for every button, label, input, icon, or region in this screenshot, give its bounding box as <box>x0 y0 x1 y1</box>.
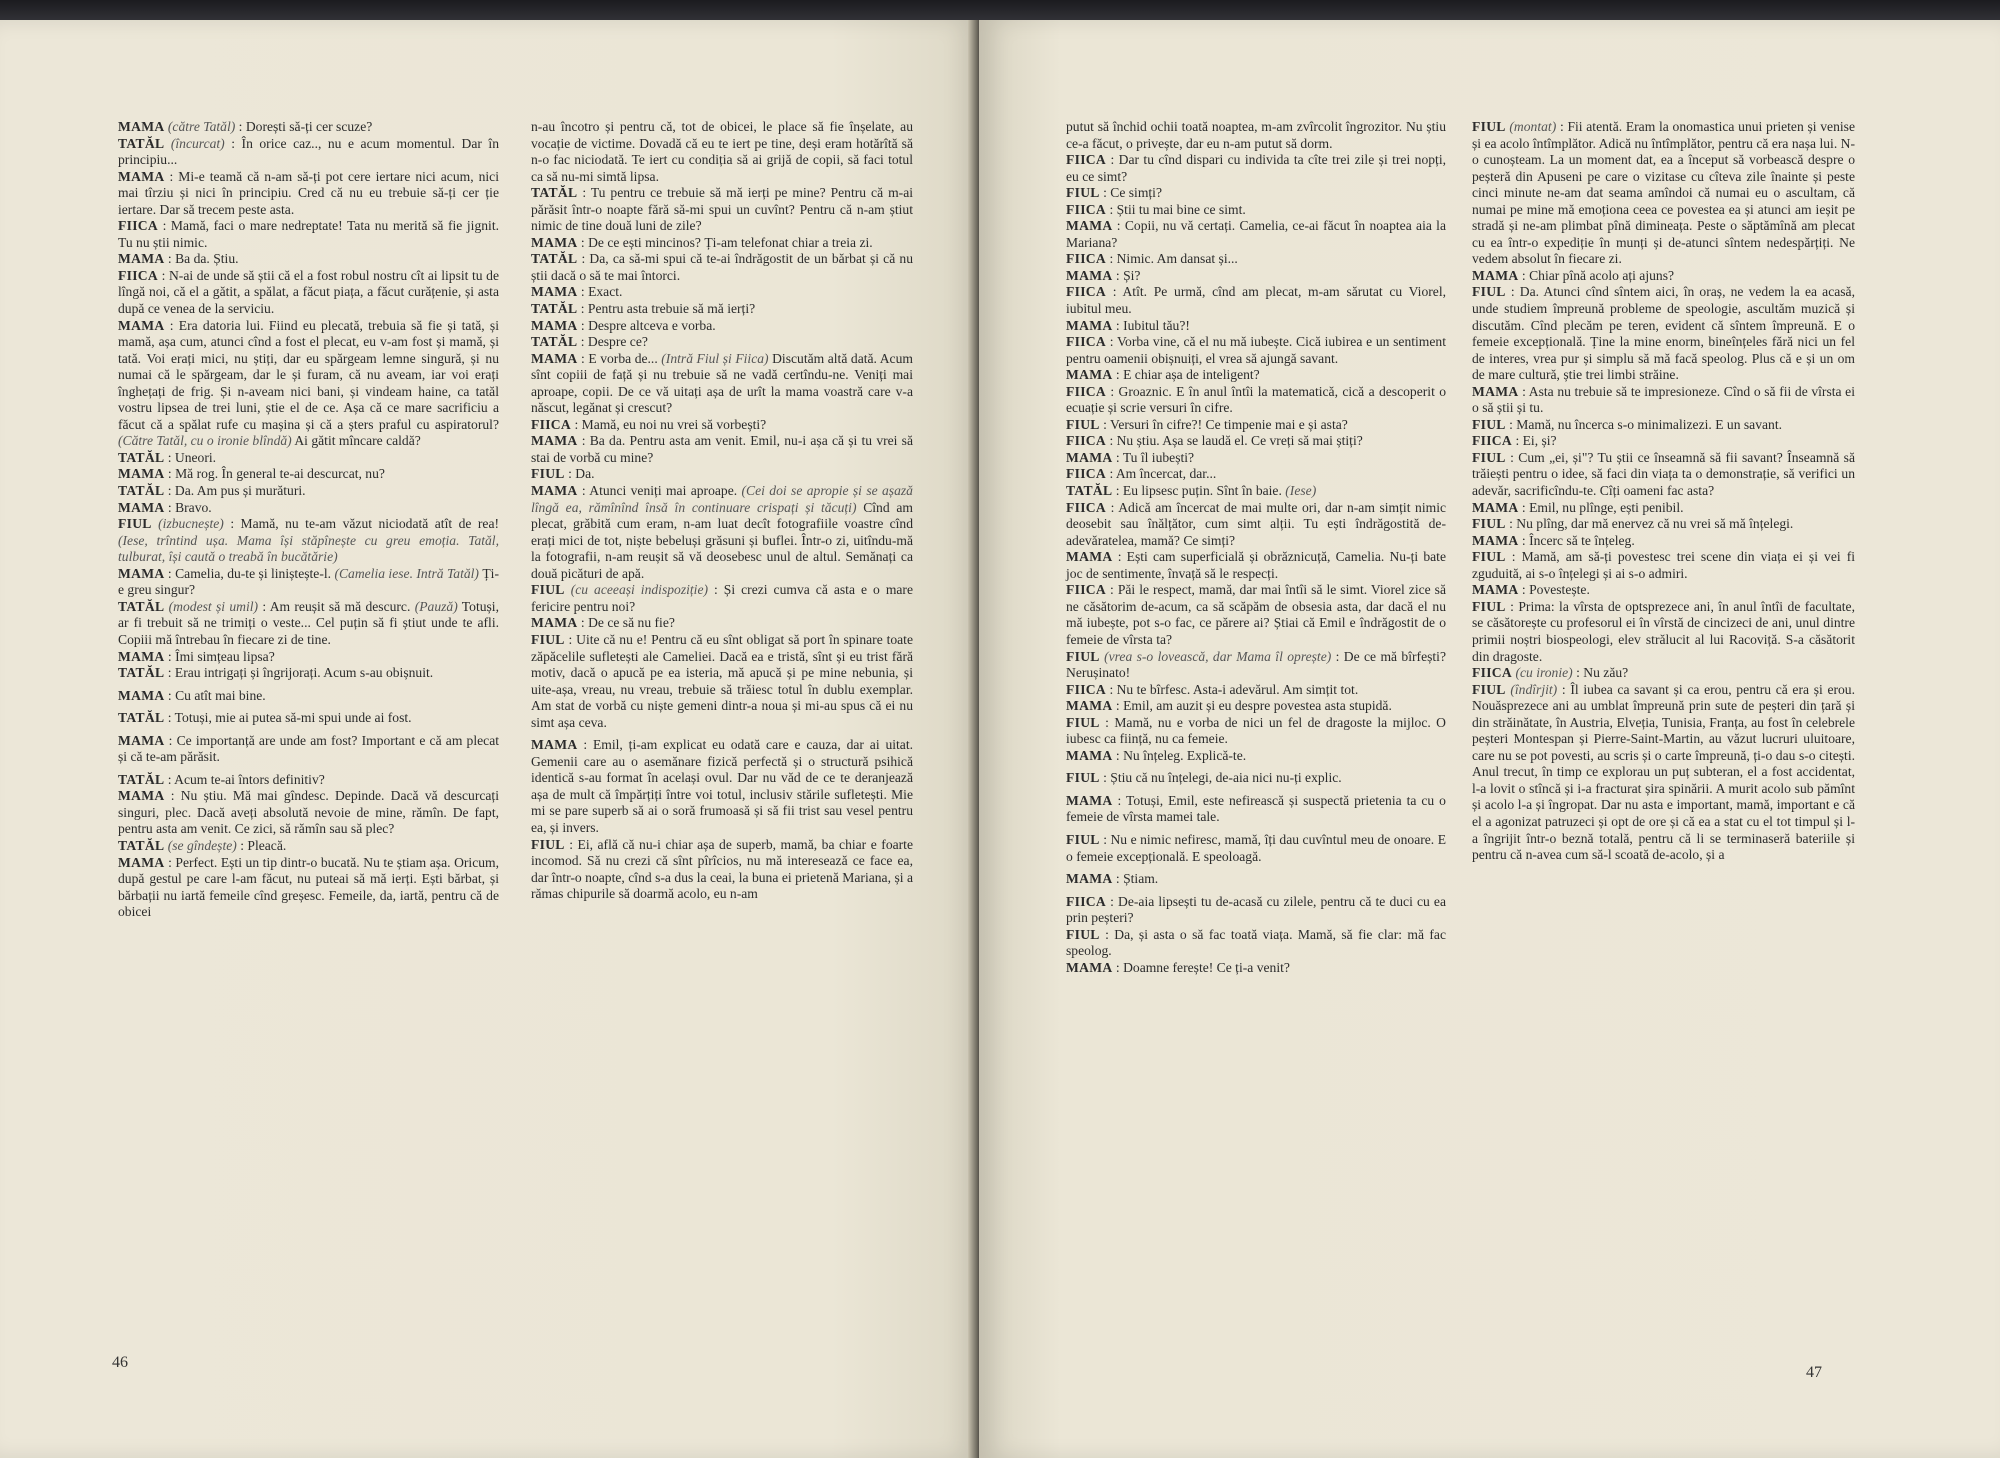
speaker-name: TATĂL <box>531 185 578 201</box>
speaker-name: FIUL <box>118 516 152 532</box>
speaker-name: TATĂL <box>118 598 165 614</box>
dialogue-line <box>531 632 913 731</box>
dialogue-line <box>531 737 913 836</box>
dialogue-text: : Bravo. <box>167 499 212 515</box>
speaker-name: FIUL <box>1472 598 1506 614</box>
dialogue-text: : Nu e nimic nefiresc, mamă, îți dau cuvîntul meu de onoare. E o femeie excepțională. E speoloagă. <box>1066 831 1446 864</box>
dialogue-line <box>118 838 499 855</box>
dialogue-line <box>1472 682 1855 864</box>
dialogue-line <box>118 450 499 467</box>
dialogue-line <box>1472 516 1855 533</box>
speaker-name: FIICA <box>1066 334 1107 350</box>
speaker-name: MAMA <box>118 119 165 134</box>
speaker-name: MAMA <box>1066 871 1113 887</box>
dialogue-text: : Despre ce? <box>580 334 648 350</box>
dialogue-text: : E vorba de... <box>581 350 658 366</box>
speaker-name: MAMA <box>118 466 165 482</box>
dialogue-text: : Păi le respect, mamă, dar mai întîi să le simt. Viorel zice să ne căsătorim de-acum, ca să scăpăm de obsesia asta, dar dacă el nu mă iubește, pot s-o fac, ce părere ai? Știai că Emil e îndrăgostit de o femeie de vîrsta ta? <box>1066 582 1446 647</box>
stage-direction: (Camelia iese. Intră Tatăl) <box>334 565 479 581</box>
speaker-name: FIUL <box>1066 648 1100 664</box>
dialogue-line <box>1066 367 1446 384</box>
dialogue-line <box>1472 599 1855 665</box>
speaker-name: FIICA <box>1066 284 1107 300</box>
dialogue-text: Cînd am plecat, grăbită cum eram, n-am luat decît fotografiile voastre cînd erați mici de tot, niște bebeluși grăsuni și buflei. Într-o zi, uitîndu-mă la fotografii, n-am reușit să vă deosebesc unul de altul. Semănați ca două picături de apă. <box>531 499 913 581</box>
dialogue-text: : N-ai de unde să știi că el a fost robul nostru cît ai lipsit tu de lîngă noi, că el a gătit, a spălat, a făcut piața, a făcut curățenie, și asta după ce venea de la serviciu. <box>118 267 500 317</box>
dialogue-text: : Fii atentă. Eram la onomastica unui prieten și venise și ea acolo întîmplător. Adică nu întîmplător, pentru că era nașa lui. N-o cunoșteam. La un moment dat, ea a început să vorbească despre o peșteră din Apuseni pe care o vizitase cu cîteva zile înainte și peste cinci minute ne-am dat seama amîndoi că numai eu o ascultam, că numai pe mine mă emoționa ceea ce povestea ea și atunci am ieșit pe stradă și ne-am plimbat pînă dimineața. Peste o săptămînă am plecat cu ea într-o expediție în munți și de-atunci sîntem nedespărțiți. Ne vedem absolut în fiecare zi. <box>1472 119 1855 267</box>
dialogue-line <box>1066 466 1446 483</box>
dialogue-line <box>118 733 499 766</box>
speaker-name: MAMA <box>118 251 165 267</box>
dialogue-text: : De ce să nu fie? <box>580 615 675 631</box>
left-page <box>0 20 977 1458</box>
dialogue-text: : Vorba vine, că el nu mă iubește. Cică iubirea e un sentiment pentru oamenii obișnuiți, el vrea să ajungă savant. <box>1066 334 1446 366</box>
speaker-name: FIICA <box>118 218 159 234</box>
right-page <box>979 20 2000 1458</box>
dialogue-line <box>1472 417 1855 434</box>
dialogue-line <box>531 466 913 483</box>
dialogue-text: : Nimic. Am dansat și... <box>1109 251 1238 267</box>
dialogue-line <box>1066 770 1446 787</box>
dialogue-line <box>118 500 499 517</box>
dialogue-line <box>1472 268 1855 285</box>
dialogue-text: : Îmi simțeau lipsa? <box>167 648 275 664</box>
dialogue-text: : Chiar pînă acolo ați ajuns? <box>1521 267 1675 283</box>
speaker-name: MAMA <box>531 433 578 449</box>
dialogue-line <box>1066 284 1446 317</box>
speaker-name: FIICA <box>118 267 159 283</box>
dialogue-text: : E chiar așa de inteligent? <box>1115 367 1260 383</box>
dialogue-text: : Eu lipsesc puțin. Sînt în baie. <box>1115 483 1282 499</box>
speaker-name: MAMA <box>531 483 578 499</box>
dialogue-text: : Uite că nu e! Pentru că eu sînt obligat să port în spinare toate zăpăcelile sufletești ale Cameliei. Dacă ea e tristă, sînt și eu trist fără motiv, dacă o apucă pe ea isteria, mă apucă și pe mine nebunia, și uite-așa, vreau, nu vreau, trebuie să trăiesc totul în dublu exemplar. Am stat de vorbă cu niște gemeni dintr-a noua și mi-au spus că ei nu simt așa ceva. <box>531 631 913 730</box>
stage-direction: (Iese) <box>1285 483 1317 499</box>
dialogue-text: : Cum „ei, și"? Tu știi ce înseamnă să fii savant? Înseamnă să trăiești pentru o idee, să faci din viața ta o demonstrație, să verifici un adevăr, sacrificîndu-te. Cîți oameni fac asta? <box>1472 449 1855 499</box>
dialogue-text: : Totuși, mie ai putea să-mi spui unde ai fost. <box>167 710 412 726</box>
dialogue-line <box>531 185 913 235</box>
dialogue-text: : Încerc să te înțeleg. <box>1521 532 1635 548</box>
dialogue-line <box>531 483 913 582</box>
dialogue-text: : Mamă, eu noi nu vrei să vorbești? <box>574 416 767 432</box>
dialogue-text: : Dorești să-ți cer scuze? <box>238 119 373 134</box>
dialogue-text: : De ce ești mincinos? Ți-am telefonat chiar a treia zi. <box>580 234 873 250</box>
speaker-name: TATĂL <box>118 771 165 787</box>
speaker-name: FIICA <box>1066 681 1107 697</box>
dialogue-text: n-au încotro și pentru că, tot de obicei, le place să fie înșelate, au vocație de victime. Dovadă că eu te iert pe tine, deși eram hotărîtă să n-o fac niciodată. Te iert cu condiția să ai grijă de copii, să faci totul ca să nu-mi simtă lipsa. <box>531 119 913 184</box>
dialogue-text: Ai gătit mîncare caldă? <box>294 433 421 449</box>
dialogue-line <box>1472 500 1855 517</box>
speaker-name: MAMA <box>1066 698 1113 714</box>
dialogue-line <box>1066 927 1446 960</box>
speaker-name: FIUL <box>531 631 565 647</box>
dialogue-line <box>1066 871 1446 888</box>
dialogue-text: : De ce mă bîrfești? Nerușinato! <box>1066 648 1446 681</box>
dialogue-line <box>1066 960 1446 977</box>
speaker-name: FIUL <box>1066 185 1100 201</box>
stage-direction: (Intră Fiul și Fiica) <box>661 350 769 366</box>
speaker-name: MAMA <box>1066 449 1113 465</box>
stage-direction: (cu aceeași indispoziție) <box>570 582 709 598</box>
dialogue-line <box>1066 500 1446 550</box>
dialogue-text: : Copii, nu vă certați. Camelia, ce-ai făcut în noaptea aia la Mariana? <box>1066 218 1446 250</box>
dialogue-line <box>531 235 913 252</box>
speaker-name: MAMA <box>1066 792 1113 808</box>
page-number-right: 47 <box>1806 1364 1822 1381</box>
dialogue-text: : Emil, am auzit și eu despre povestea asta stupidă. <box>1115 698 1392 714</box>
speaker-name: TATĂL <box>531 334 578 350</box>
dialogue-line <box>1472 384 1855 417</box>
dialogue-text: : Doamne ferește! Ce ți-a venit? <box>1115 959 1290 975</box>
speaker-name: FIUL <box>1066 831 1100 847</box>
dialogue-line <box>1066 218 1446 251</box>
dialogue-line <box>118 169 499 219</box>
dialogue-text: : Tu îl iubești? <box>1115 449 1195 465</box>
dialogue-text: : Era datoria lui. Fiind eu plecată, trebuia să fie și tată, și mamă, așa cum, atunci cînd a fost el plecat, eu v-am fost și mamă, și tată. Voi erați mici, nu știți, dar eu spărgeam lemne singură, și nu numai că le spărgeam, dar le și furam, că nu aveam, iar voi erați înghețați de frig. Și n-aveam nici bani, și vindeam haine, ca tatăl vostru lipsea de trei luni, știe el de ce. Așa că ce mare sacrificiu a făcut că a spălat rufe cu mașina și că a șters praful cu aspiratorul? <box>118 317 499 432</box>
dialogue-line <box>1066 649 1446 682</box>
dialogue-text: : Știu că nu înțelegi, de-aia nici nu-ți explic. <box>1103 770 1342 786</box>
dialogue-line <box>1066 384 1446 417</box>
dialogue-text: : Mi-e teamă că n-am să-ți pot cere iertare nici acum, nici mai tîrziu și nici în principiu. Cred că nu eu trebuie să-ți cer ție iertare. Dar să trecem peste asta. <box>118 168 499 217</box>
speaker-name: MAMA <box>118 168 165 184</box>
dialogue-text: : Cu atît mai bine. <box>167 687 266 703</box>
speaker-name: MAMA <box>1472 383 1519 399</box>
dialogue-line <box>118 855 499 921</box>
speaker-name: FIICA <box>1066 383 1107 399</box>
stage-direction: (Către Tatăl, cu o ironie blîndă) <box>118 433 292 449</box>
dialogue-text: : Ești cam superficială și obrăznicuță, Camelia. Nu-ți bate joc de sentimente, învață să le respecți. <box>1066 549 1446 581</box>
speaker-name: TATĂL <box>118 665 165 681</box>
speaker-name: MAMA <box>118 732 165 748</box>
stage-direction: (încurcat) <box>170 135 225 151</box>
dialogue-line <box>531 318 913 335</box>
speaker-name: TATĂL <box>531 251 578 267</box>
dialogue-line <box>118 466 499 483</box>
dialogue-line <box>118 649 499 666</box>
dialogue-line <box>1066 334 1446 367</box>
dialogue-line <box>1066 450 1446 467</box>
speaker-name: MAMA <box>531 737 578 753</box>
dialogue-text: : Știam. <box>1115 871 1159 887</box>
speaker-name: FIICA <box>1066 433 1107 449</box>
dialogue-line <box>1472 665 1855 682</box>
dialogue-line <box>1066 433 1446 450</box>
dialogue-text: : Pleacă. <box>240 837 287 853</box>
dialogue-text: : Uneori. <box>167 449 217 465</box>
dialogue-line <box>1472 549 1855 582</box>
speaker-name: FIUL <box>531 582 565 598</box>
dialogue-line <box>531 301 913 318</box>
dialogue-text: : Pentru asta trebuie să mă ierți? <box>580 301 756 317</box>
speaker-name: MAMA <box>118 687 165 703</box>
page-number-left: 46 <box>112 1354 128 1371</box>
dialogue-text: : Atunci veniți mai aproape. <box>581 483 738 499</box>
dialogue-line <box>118 710 499 727</box>
speaker-name: MAMA <box>531 234 578 250</box>
speaker-name: FIUL <box>1066 416 1100 432</box>
dialogue-line <box>1472 119 1855 268</box>
dialogue-line <box>118 688 499 705</box>
dialogue-text: : Despre altceva e vorba. <box>580 317 716 333</box>
dialogue-text: : Da. <box>568 466 595 482</box>
dialogue-text: : Erau intrigați și îngrijorați. Acum s-au obișnuit. <box>167 665 434 681</box>
speaker-name: FIICA <box>531 416 572 432</box>
dialogue-line <box>1066 894 1446 927</box>
dialogue-text: : Camelia, du-te și liniștește-l. <box>167 565 332 581</box>
text-column-1 <box>118 119 499 921</box>
dialogue-text: : Ba da. Pentru asta am venit. Emil, nu-i așa că și tu vrei să stai de vorbă cu mine? <box>531 433 914 465</box>
dialogue-text: : Nu zău? <box>1576 665 1629 681</box>
dialogue-line <box>1472 582 1855 599</box>
stage-direction: (vrea s-o lovească, dar Mama îl oprește) <box>1104 648 1332 664</box>
speaker-name: FIUL <box>1472 549 1506 565</box>
dialogue-text: : Povestește. <box>1521 582 1590 598</box>
dialogue-text: : Emil, ți-am explicat eu odată care e cauza, dar ai uitat. Gemenii care au o asemănare fizică perfectă și o structură psihică identică s-au format în același ovul. Dar nu văd de ce te deranjează așa de mult că împărțiți între voi totul, inclusiv stările sufletești. Mie mi se pare superb să ai o soră frumoasă și să fii trist sau vesel pentru ea, și invers. <box>531 737 914 835</box>
dialogue-text: : Nu te bîrfesc. Asta-i adevărul. Am simțit tot. <box>1109 681 1359 697</box>
speaker-name: TATĂL <box>118 449 165 465</box>
dialogue-line <box>118 516 499 566</box>
stage-direction: (Iese, trîntind ușa. Mama își stăpînește cu greu emoția. Tatăl, tulburat, își caută o treabă în bucătărie) <box>118 532 499 565</box>
speaker-name: TATĂL <box>531 301 578 317</box>
dialogue-line <box>531 351 913 417</box>
dialogue-text: : De-aia lipsești tu de-acasă cu zilele, pentru că te duci cu ea prin peșteri? <box>1066 893 1446 926</box>
dialogue-line <box>1066 318 1446 335</box>
dialogue-line <box>118 483 499 500</box>
speaker-name: MAMA <box>118 648 165 664</box>
text-column-2 <box>531 119 913 903</box>
dialogue-text: : Și crezi cumva că asta e o mare fericire pentru noi? <box>531 582 913 614</box>
speaker-name: FIUL <box>531 836 565 852</box>
dialogue-line <box>1066 748 1446 765</box>
speaker-name: FIUL <box>1066 770 1100 786</box>
dialogue-line <box>1066 698 1446 715</box>
speaker-name: FIUL <box>1472 449 1506 465</box>
speaker-name: FIICA <box>1066 251 1107 267</box>
speaker-name: FIICA <box>1066 582 1107 598</box>
speaker-name: MAMA <box>1066 367 1113 383</box>
speaker-name: FIICA <box>1066 466 1107 482</box>
dialogue-line <box>118 772 499 789</box>
dialogue-text: : Asta nu trebuie să te impresioneze. Cînd o să fii de vîrsta ei o să știi și tu. <box>1472 383 1855 416</box>
dialogue-line <box>1066 832 1446 865</box>
dialogue-line <box>1066 549 1446 582</box>
speaker-name: MAMA <box>1066 747 1113 763</box>
dialogue-text: : Mamă, faci o mare nedreptate! Tata nu merită să fie jignit. Tu nu știi nimic. <box>118 218 499 250</box>
speaker-name: FIUL <box>1066 714 1100 730</box>
dialogue-text: : Da. Am pus și murături. <box>167 483 306 499</box>
speaker-name: MAMA <box>531 284 578 300</box>
dialogue-line <box>1066 251 1446 268</box>
dialogue-line <box>118 318 499 450</box>
dialogue-text: : Nu știu. Așa se laudă el. Ce vreți să mai știți? <box>1109 433 1363 449</box>
text-column-4 <box>1472 119 1855 864</box>
dialogue-line <box>1066 715 1446 748</box>
speaker-name: MAMA <box>1472 499 1519 515</box>
dialogue-text: : Și? <box>1115 267 1141 283</box>
stage-direction: (cu ironie) <box>1515 665 1573 681</box>
speaker-name: FIICA <box>1472 433 1513 449</box>
speaker-name: FIICA <box>1066 893 1107 909</box>
dialogue-text: Ți-e greu singur? <box>118 565 499 598</box>
speaker-name: MAMA <box>1066 317 1113 333</box>
text-column-3 <box>1066 119 1446 976</box>
dialogue-text: : Ei, și? <box>1515 433 1557 449</box>
dialogue-line <box>531 119 913 185</box>
dialogue-line <box>118 251 499 268</box>
speaker-name: TATĂL <box>118 837 165 853</box>
stage-direction: (Cei doi se apropie și se așază lîngă ea, rămînînd însă în continuare crispați și tăcuți) <box>531 483 913 515</box>
dialogue-line <box>118 268 499 318</box>
dialogue-text: : Iubitul tău?! <box>1115 317 1190 333</box>
speaker-name: FIUL <box>1066 926 1100 942</box>
dialogue-line <box>1066 268 1446 285</box>
speaker-name: FIUL <box>1472 681 1506 697</box>
speaker-name: MAMA <box>1472 267 1519 283</box>
dialogue-text: : Da, ca să-mi spui că te-ai îndrăgostit de un bărbat și că nu știi dacă o să te mai întorci. <box>531 251 913 283</box>
dialogue-text: : Dar tu cînd dispari cu individa ta cîte trei zile și trei nopți, eu ce simt? <box>1066 152 1446 184</box>
speaker-name: FIICA <box>1066 201 1107 217</box>
speaker-name: MAMA <box>118 317 165 333</box>
speaker-name: FIUL <box>1472 284 1506 300</box>
dialogue-text: : Ei, află că nu-i chiar așa de superb, mamă, ba chiar e foarte incomod. Să nu crezi că sînt pîrîcios, nu mă interesează ce face ea, dar într-o noapte, cînd s-a dus la ceai, la buna ei prietenă Mariana, și a rămas chipurile să doarmă acolo, eu n-am <box>531 836 913 902</box>
speaker-name: MAMA <box>1472 582 1519 598</box>
dialogue-text: : Nu înțeleg. Explică-te. <box>1115 747 1247 763</box>
speaker-name: MAMA <box>1066 549 1113 565</box>
speaker-name: TATĂL <box>118 135 165 151</box>
speaker-name: MAMA <box>1066 959 1113 975</box>
dialogue-line <box>531 251 913 284</box>
dialogue-text: : Mă rog. În general te-ai descurcat, nu? <box>167 466 385 482</box>
stage-direction: (montat) <box>1509 119 1557 134</box>
speaker-name: MAMA <box>531 317 578 333</box>
dialogue-text: : Ce importanță are unde am fost? Important e că am plecat și că te-am părăsit. <box>118 732 499 765</box>
dialogue-line <box>118 665 499 682</box>
dialogue-text: : Tu pentru ce trebuie să mă ierți pe mine? Pentru că m-ai părăsit într-o noapte fără să-mi spui un cuvînt? Pentru că n-am știut nimic de tine două luni de zile? <box>531 185 913 234</box>
speaker-name: FIICA <box>1472 665 1513 681</box>
dialogue-line <box>1066 417 1446 434</box>
speaker-name: TATĂL <box>118 483 165 499</box>
dialogue-text: : Perfect. Ești un tip dintr-o bucată. Nu te știam așa. Oricum, după gestul pe care l-am făcut, nu puteai să mă ierți. Ești bărbat, și bărbații nu iartă femeile cînd greșesc. Femeile, da, iartă, pentru că de obicei <box>118 854 499 920</box>
dialogue-line <box>118 136 499 169</box>
dialogue-line <box>1066 483 1446 500</box>
dialogue-text: : Da, și asta o să fac toată viața. Mamă, să fie clar: mă fac speolog. <box>1066 926 1446 959</box>
dialogue-line <box>1066 582 1446 648</box>
speaker-name: MAMA <box>118 854 165 870</box>
speaker-name: FIICA <box>1066 152 1107 168</box>
dialogue-line <box>1472 533 1855 550</box>
dialogue-text: : Nu știu. Mă mai gîndesc. Depinde. Dacă vă descurcați singuri, plec. Dacă aveți absolută nevoie de mine, rămîn. De fapt, pentru asta am venit. Ce zici, să rămîn sau să plec? <box>118 788 499 837</box>
dialogue-text: : Emil, nu plînge, ești penibil. <box>1521 499 1684 515</box>
dialogue-line <box>118 566 499 599</box>
stage-direction: (îndîrjit) <box>1510 681 1558 697</box>
dialogue-line <box>531 837 913 903</box>
dialogue-text: : Am reușit să mă descurc. <box>262 598 411 614</box>
stage-direction: (către Tatăl) <box>167 119 236 134</box>
dialogue-text: : Ba da. Știu. <box>167 251 239 267</box>
speaker-name: TATĂL <box>118 710 165 726</box>
dialogue-line <box>118 218 499 251</box>
dialogue-line <box>118 788 499 838</box>
dialogue-line <box>531 582 913 615</box>
dialogue-text: : Atît. Pe urmă, cînd am plecat, m-am sărutat cu Viorel, iubitul meu. <box>1066 284 1446 317</box>
speaker-name: MAMA <box>1066 267 1113 283</box>
stage-direction: (se gîndește) <box>167 837 237 853</box>
dialogue-line <box>1472 284 1855 383</box>
dialogue-text: : Da. Atunci cînd sîntem aici, în oraș, ne vedem la ea acasă, unde studiem împreună probleme de speologie, ascultăm muzică și discutăm. Cînd plecăm pe teren, evident că sîntem împreună. E o femeie excepțională. Ține la mine enorm, bineînțeles fără nici un fel de interes, vrea pur și simplu să mă facă speolog. Plus că e și un om de mare cultură, știe trei limbi străine. <box>1472 284 1855 383</box>
dialogue-text: : Mamă, nu e vorba de nici un fel de dragoste la mijloc. O iubesc ca ființă, nu ca femeie. <box>1066 714 1446 747</box>
speaker-name: MAMA <box>118 499 165 515</box>
dialogue-line <box>1472 450 1855 500</box>
speaker-name: FIUL <box>1472 119 1506 134</box>
dialogue-line <box>1066 152 1446 185</box>
speaker-name: FIUL <box>531 466 565 482</box>
stage-direction: (Pauză) <box>414 598 458 614</box>
dialogue-text: : Acum te-ai întors definitiv? <box>167 771 325 787</box>
speaker-name: MAMA <box>531 350 578 366</box>
dialogue-text: : Totuși, Emil, este nefirească și suspectă prietenia ta cu o femeie de vîrsta mamei tale. <box>1066 792 1446 825</box>
dialogue-line <box>1066 185 1446 202</box>
stage-direction: (izbucnește) <box>158 516 224 532</box>
speaker-name: FIICA <box>1066 499 1107 515</box>
speaker-name: TATĂL <box>1066 483 1113 499</box>
dialogue-text: : Adică am încercat de mai multe ori, dar n-am simțit nimic deosebit sau înălțător, cum simt alții. Tu ești îndrăgostită de-adevăratelea, mamă? Ce simți? <box>1066 499 1447 548</box>
dialogue-text: : Ce simți? <box>1103 185 1162 201</box>
dialogue-text: Discutăm altă dată. Acum sînt copiii de față și nu trebuie să ne vadă certîndu-ne. Veniți mai aproape, copii. De ce vă uitați așa de urît la mama voastră care v-a născut, legănat și crescut? <box>531 350 913 416</box>
dialogue-line <box>531 615 913 632</box>
dialogue-text: : Mamă, am să-ți povestesc trei scene din viața ei și vei fi zguduită, ai s-o înțelegi și ai s-o admiri. <box>1472 549 1856 581</box>
speaker-name: MAMA <box>1472 532 1519 548</box>
dialogue-line <box>531 334 913 351</box>
dialogue-text: : În orice caz.., nu e acum momentul. Dar în principiu... <box>118 135 500 168</box>
dialogue-text: : Am încercat, dar... <box>1109 466 1217 482</box>
dialogue-line <box>531 284 913 301</box>
dialogue-line <box>1472 433 1855 450</box>
dialogue-line <box>1066 202 1446 219</box>
speaker-name: MAMA <box>118 565 165 581</box>
speaker-name: FIUL <box>1472 516 1506 532</box>
dialogue-text: : Îl iubea ca savant și ca erou, pentru că era și erou. Nouăsprezece ani au umblat împreună prin sute de peșteri din țară și din străinătate, în Austria, Elveția, Tunisia, Franța, au fost în celebrele peșteri Montespan și Pierre-Saint-Martin, au văzut lucruri uluitoare, care nu se pot povesti, au scris și o carte împreună, ți-o dau s-o citești. Anul trecut, în timp ce explorau un puț subteran, el a fost accidentat, l-a lovit o stîncă și i-a fracturat șira spinării. A murit acolo sub pămînt și acolo l-a și îngropat. Dar nu asta e important, mamă, important e că el a agonizat patruzeci și opt de ore și că ea a stat cu el tot timpul și l-a îngrijit într-o beznă totală, pentru că li se terminaseră bateriile și pentru că n-avea cum să-l scoată de-acolo, și a <box>1472 681 1856 863</box>
dialogue-text: : Prima: la vîrsta de optsprezece ani, în anul întîi de facultate, se căsătorește cu profesorul ei în vîrstă de cincizeci de ani, unul dintre primii noștri biospeologi, elev strălucit al lui Racoviță. S-a căsătorit din dragoste. <box>1472 598 1855 664</box>
dialogue-text: putut să închid ochii toată noaptea, m-am zvîrcolit îngrozitor. Nu știu ce-a făcut, o privește, dar eu n-am putut să dorm. <box>1066 119 1446 151</box>
dialogue-text: : Versuri în cifre?! Ce timpenie mai e și asta? <box>1103 416 1348 432</box>
dialogue-text: Totuși, ar fi trebuit să ne trimiți o veste... Cel puțin să fi știut unde te afli. Copiii mă întrebau în fiecare zi de tine. <box>118 598 499 647</box>
dialogue-line <box>1066 793 1446 826</box>
dialogue-text: : Exact. <box>580 284 623 300</box>
speaker-name: FIUL <box>1472 416 1506 432</box>
dialogue-text: : Știi tu mai bine ce simt. <box>1109 201 1246 217</box>
dialogue-line <box>531 433 913 466</box>
dialogue-text: : Mamă, nu te-am văzut niciodată atît de rea! <box>230 516 500 532</box>
dialogue-line <box>118 599 499 649</box>
dialogue-line <box>1066 682 1446 699</box>
dialogue-line <box>118 119 499 136</box>
speaker-name: MAMA <box>1066 218 1113 234</box>
dialogue-line <box>531 417 913 434</box>
speaker-name: MAMA <box>118 788 165 804</box>
speaker-name: MAMA <box>531 615 578 631</box>
dialogue-text: : Nu plîng, dar mă enervez că nu vrei să mă înțelegi. <box>1509 516 1794 532</box>
dialogue-text: : Mamă, nu încerca s-o minimalizezi. E un savant. <box>1509 416 1783 432</box>
dialogue-line <box>1066 119 1446 152</box>
stage-direction: (modest și umil) <box>168 598 259 614</box>
dialogue-text: : Groaznic. E în anul întîi la matematică, cică a descoperit o ecuație și scrie versuri în cifre. <box>1066 383 1447 416</box>
